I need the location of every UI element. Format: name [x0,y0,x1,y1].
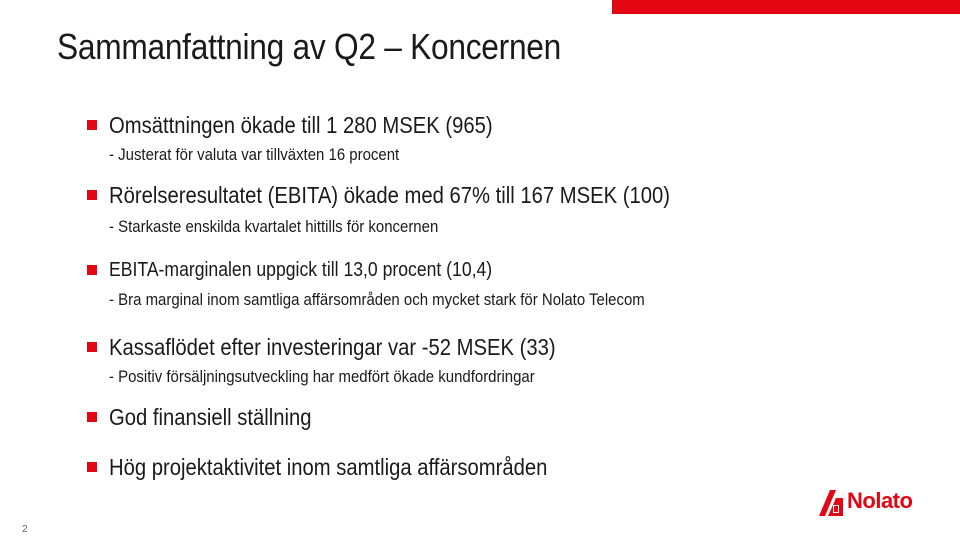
bullet-icon [87,265,97,275]
slide-title: Sammanfattning av Q2 – Koncernen [57,26,562,67]
logo-text: Nolato [847,488,913,513]
page-number: 2 [22,524,28,535]
bullet-text: EBITA-marginalen uppgick till 13,0 procent (10,4) [109,259,493,281]
nolato-logo-icon [817,488,847,518]
bullet-subtext: - Positiv försäljningsutveckling har medfört ökade kundfordringar [109,367,535,386]
bullet-text: Kassaflödet efter investeringar var -52 MSEK (33) [109,334,556,360]
bullet-icon [87,462,97,472]
nolato-logo [817,488,937,518]
bullet-text: Rörelseresultatet (EBITA) ökade med 67% till 167 MSEK (100) [109,182,670,208]
bullet-text: God finansiell ställning [109,404,312,430]
bullet-text: Omsättningen ökade till 1 280 MSEK (965) [109,112,493,138]
bullet-text: Hög projektaktivitet inom samtliga affärsområden [109,454,548,480]
bullet-icon [87,190,97,200]
bullet-icon [87,412,97,422]
bullet-subtext: - Starkaste enskilda kvartalet hittills för koncernen [109,217,439,236]
bullet-subtext: - Justerat för valuta var tillväxten 16 procent [109,145,400,164]
bullet-subtext: - Bra marginal inom samtliga affärsområden och mycket stark för Nolato Telecom [109,290,645,309]
bullet-icon [87,120,97,130]
bullet-icon [87,342,97,352]
